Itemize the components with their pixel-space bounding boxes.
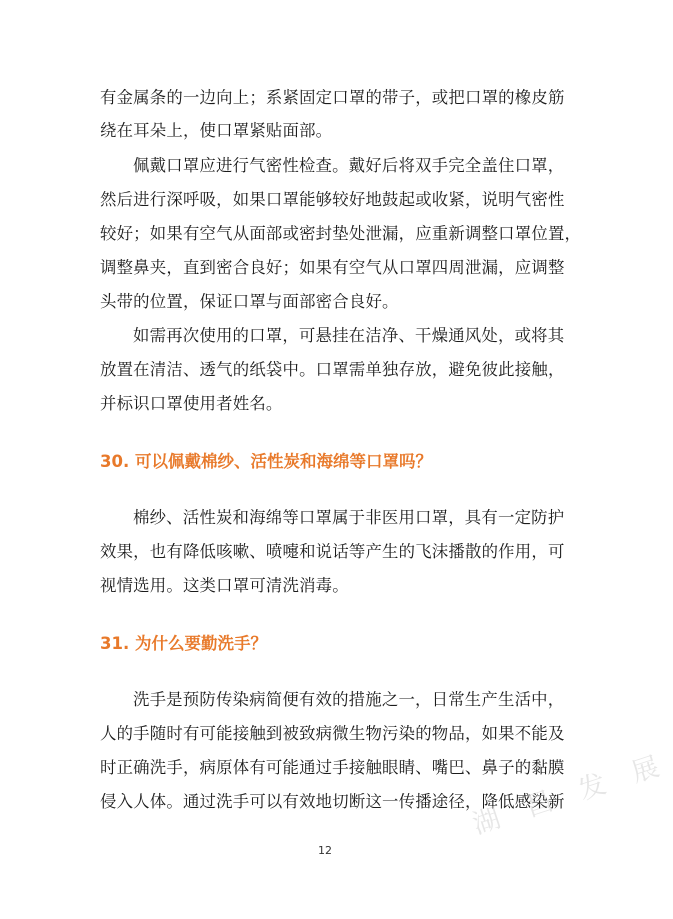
paragraph-line: 绕在耳朵上，使口罩紧贴面部。 [100, 121, 333, 140]
paragraph-line: 然后进行深呼吸，如果口罩能够较好地鼓起或收紧，说明气密性 [100, 190, 565, 209]
paragraph-line: 佩戴口罩应进行气密性检查。戴好后将双手完全盖住口罩， [133, 156, 565, 175]
paragraph-line: 较好；如果有空气从面部或密封垫处泄漏，应重新调整口罩位置， [100, 224, 582, 243]
paragraph-line: 视情选用。这类口罩可清洗消毒。 [100, 576, 349, 595]
paragraph-line: 侵入人体。通过洗手可以有效地切断这一传播途径，降低感染新 [100, 792, 565, 811]
paragraph-line: 棉纱、活性炭和海绵等口罩属于非医用口罩，具有一定防护 [133, 508, 565, 527]
paragraph-line: 洗手是预防传染病简便有效的措施之一，日常生产生活中， [133, 690, 565, 709]
paragraph-line: 效果，也有降低咳嗽、喷嚏和说话等产生的飞沫播散的作用，可 [100, 542, 565, 561]
question-31-heading: 31. 为什么要勤洗手？ [100, 634, 267, 653]
paragraph-line: 有金属条的一边向上；系紧固定口罩的带子，或把口罩的橡皮筋 [100, 88, 565, 107]
paragraph-line: 并标识口罩使用者姓名。 [100, 394, 283, 413]
question-30-heading: 30. 可以佩戴棉纱、活性炭和海绵等口罩吗？ [100, 452, 432, 471]
watermark-stamp: 湖 昌 发 展 [469, 748, 673, 841]
paragraph-line: 人的手随时有可能接触到被致病微生物污染的物品，如果不能及 [100, 724, 565, 743]
page-number: 12 [318, 844, 332, 857]
paragraph-line: 时正确洗手，病原体有可能通过手接触眼睛、嘴巴、鼻子的黏膜 [100, 758, 565, 777]
paragraph-line: 如需再次使用的口罩，可悬挂在洁净、干燥通风处，或将其 [133, 326, 565, 345]
paragraph-line: 放置在清洁、透气的纸袋中。口罩需单独存放，避免彼此接触， [100, 360, 565, 379]
paragraph-line: 头带的位置，保证口罩与面部密合良好。 [100, 292, 399, 311]
paragraph-line: 调整鼻夹，直到密合良好；如果有空气从口罩四周泄漏，应调整 [100, 258, 565, 277]
